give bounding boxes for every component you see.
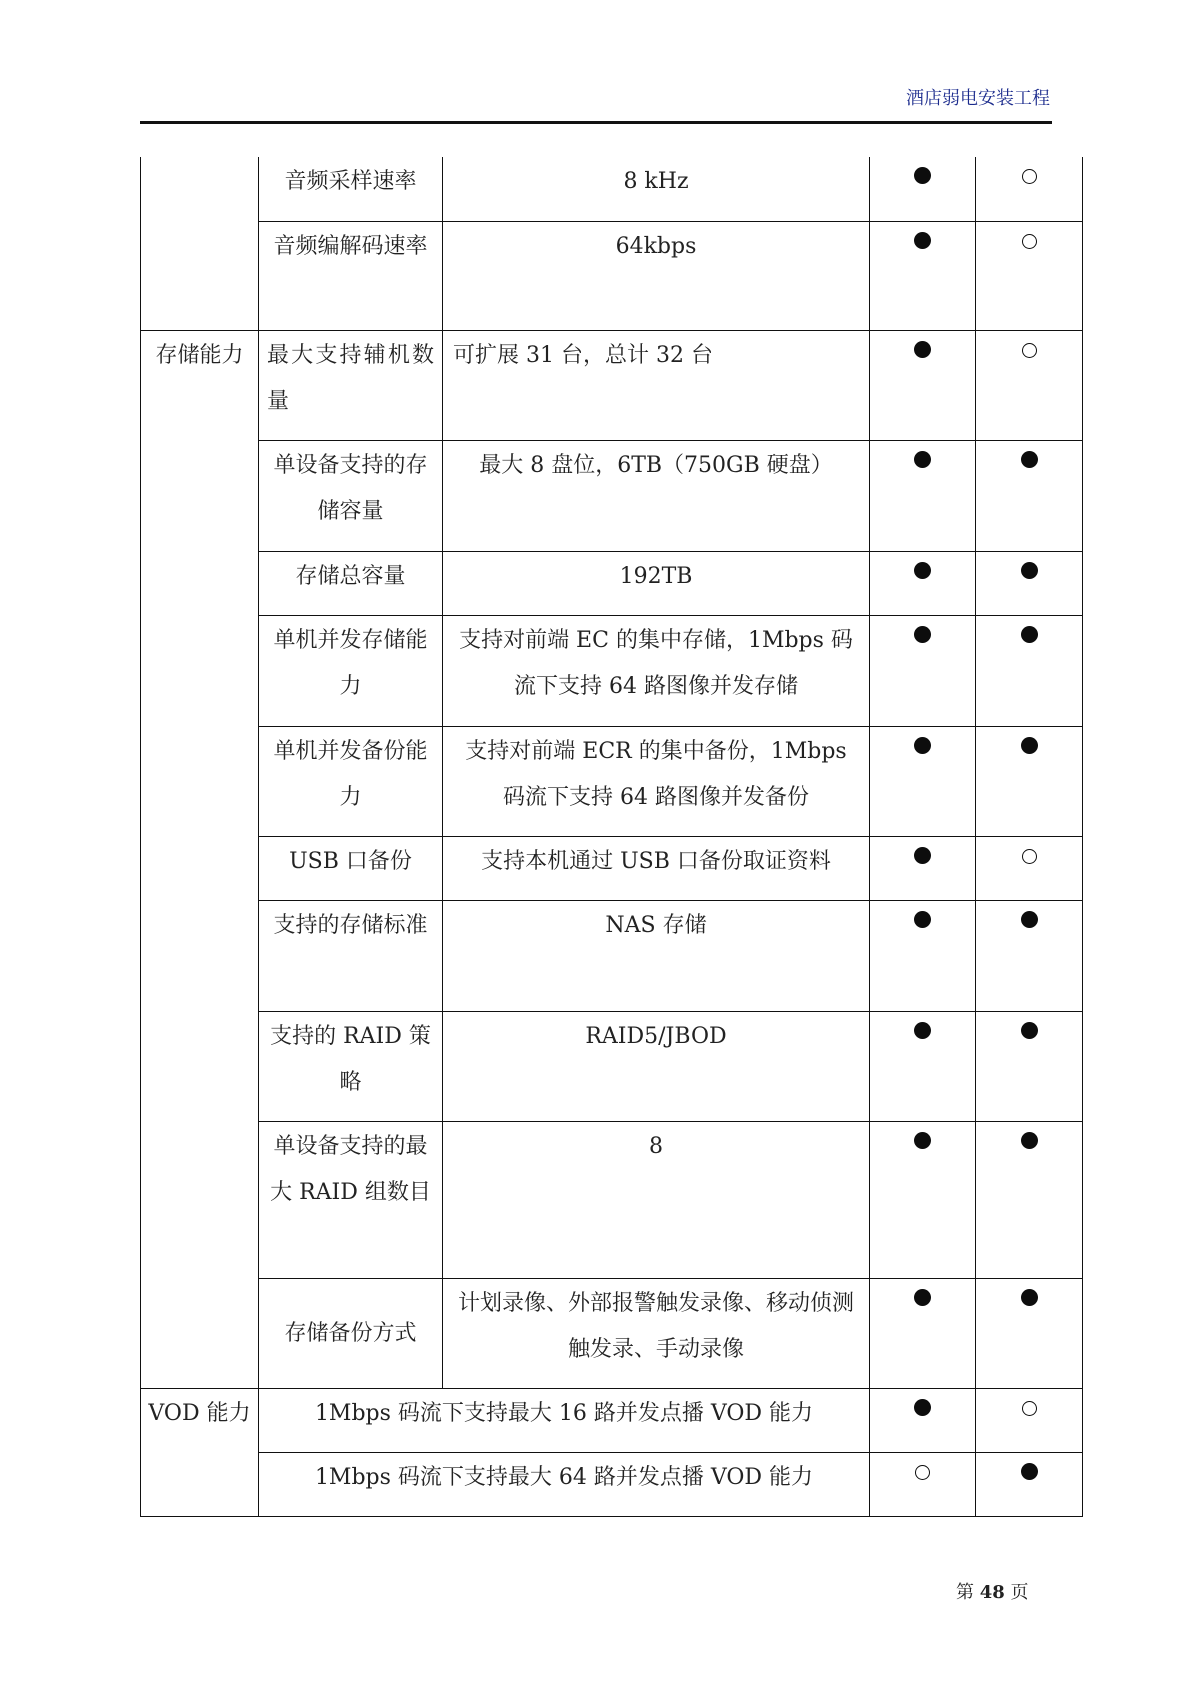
- table-row: [141, 221, 1083, 330]
- filled-dot-icon: [914, 1132, 931, 1149]
- filled-dot-icon: [1021, 1289, 1038, 1306]
- page-suffix: 页: [1010, 1582, 1029, 1603]
- support-mark-col1: [870, 1121, 976, 1278]
- support-mark-col2: [976, 615, 1083, 726]
- table-row: [141, 1278, 1083, 1388]
- support-mark-col1: [870, 221, 976, 330]
- row-label: 单设备支持的存储容量: [259, 440, 443, 551]
- table-row: [141, 330, 1083, 440]
- table-row: [141, 1388, 1083, 1452]
- row-label: 单机并发存储能力: [259, 615, 443, 726]
- support-mark-col2: [976, 221, 1083, 330]
- table-row: [141, 157, 1083, 221]
- support-mark-col2: [976, 1278, 1083, 1388]
- hollow-circle-icon: [1022, 169, 1037, 184]
- support-mark-col2: [976, 1121, 1083, 1278]
- row-label: 存储总容量: [259, 551, 443, 615]
- row-label: 支持的存储标准: [259, 900, 443, 1011]
- row-value: 8 kHz: [443, 157, 870, 221]
- filled-dot-icon: [1021, 911, 1038, 928]
- filled-dot-icon: [1021, 451, 1038, 468]
- row-value: 支持对前端 EC 的集中存储，1Mbps 码流下支持 64 路图像并发存储: [443, 615, 870, 726]
- filled-dot-icon: [1021, 562, 1038, 579]
- filled-dot-icon: [914, 232, 931, 249]
- table-row: [141, 551, 1083, 615]
- row-value: NAS 存储: [443, 900, 870, 1011]
- row-label: 音频编解码速率: [259, 221, 443, 330]
- hollow-circle-icon: [1022, 343, 1037, 358]
- row-value: 192TB: [443, 551, 870, 615]
- spec-table: [140, 157, 1083, 1517]
- support-mark-col1: [870, 1388, 976, 1452]
- row-label: 存储备份方式: [259, 1278, 443, 1388]
- row-label: 单设备支持的最大 RAID 组数目: [259, 1121, 443, 1278]
- filled-dot-icon: [914, 911, 931, 928]
- support-mark-col2: [976, 1452, 1083, 1516]
- page-number-value: 48: [979, 1582, 1005, 1603]
- support-mark-col1: [870, 330, 976, 440]
- row-value: 1Mbps 码流下支持最大 64 路并发点播 VOD 能力: [259, 1452, 870, 1516]
- filled-dot-icon: [914, 626, 931, 643]
- category-cell: 存储能力: [141, 330, 259, 1388]
- row-label: 支持的 RAID 策略: [259, 1011, 443, 1121]
- support-mark-col2: [976, 1388, 1083, 1452]
- filled-dot-icon: [914, 737, 931, 754]
- category-cell-empty: [141, 157, 259, 330]
- table-row: [141, 1121, 1083, 1278]
- row-label: 音频采样速率: [259, 157, 443, 221]
- support-mark-col1: [870, 615, 976, 726]
- table-row: [141, 615, 1083, 726]
- row-value: 支持对前端 ECR 的集中备份，1Mbps 码流下支持 64 路图像并发备份: [443, 726, 870, 836]
- support-mark-col1: [870, 1452, 976, 1516]
- filled-dot-icon: [914, 167, 931, 184]
- row-value: 64kbps: [443, 221, 870, 330]
- hollow-circle-icon: [915, 1465, 930, 1480]
- filled-dot-icon: [914, 1022, 931, 1039]
- row-value: 计划录像、外部报警触发录像、移动侦测触发录、手动录像: [443, 1278, 870, 1388]
- hollow-circle-icon: [1022, 849, 1037, 864]
- support-mark-col2: [976, 726, 1083, 836]
- filled-dot-icon: [914, 847, 931, 864]
- support-mark-col2: [976, 157, 1083, 221]
- row-value: 支持本机通过 USB 口备份取证资料: [443, 836, 870, 900]
- row-value: RAID5/JBOD: [443, 1011, 870, 1121]
- table-row: [141, 900, 1083, 1011]
- category-cell: VOD 能力: [141, 1388, 259, 1516]
- filled-dot-icon: [914, 341, 931, 358]
- row-value: 1Mbps 码流下支持最大 16 路并发点播 VOD 能力: [259, 1388, 870, 1452]
- page-prefix: 第: [956, 1582, 974, 1603]
- table-row: [141, 836, 1083, 900]
- filled-dot-icon: [1021, 626, 1038, 643]
- hollow-circle-icon: [1022, 234, 1037, 249]
- support-mark-col1: [870, 726, 976, 836]
- filled-dot-icon: [1021, 1463, 1038, 1480]
- support-mark-col1: [870, 157, 976, 221]
- row-value: 最大 8 盘位，6TB（750GB 硬盘）: [443, 440, 870, 551]
- row-value: 可扩展 31 台，总计 32 台: [443, 330, 870, 440]
- filled-dot-icon: [914, 562, 931, 579]
- hollow-circle-icon: [1022, 1401, 1037, 1416]
- filled-dot-icon: [1021, 1132, 1038, 1149]
- row-label: 单机并发备份能力: [259, 726, 443, 836]
- table-row: [141, 1011, 1083, 1121]
- support-mark-col2: [976, 900, 1083, 1011]
- document-header-title: 酒店弱电安装工程: [906, 88, 1050, 109]
- table-row: [141, 1452, 1083, 1516]
- filled-dot-icon: [914, 1289, 931, 1306]
- support-mark-col1: [870, 900, 976, 1011]
- support-mark-col1: [870, 1011, 976, 1121]
- header-divider: [140, 121, 1052, 124]
- support-mark-col2: [976, 330, 1083, 440]
- support-mark-col1: [870, 1278, 976, 1388]
- table-row: [141, 726, 1083, 836]
- support-mark-col1: [870, 440, 976, 551]
- filled-dot-icon: [1021, 737, 1038, 754]
- row-label: 最大支持辅机数量: [259, 330, 443, 440]
- page-number: [956, 1578, 1029, 1604]
- filled-dot-icon: [1021, 1022, 1038, 1039]
- row-label: USB 口备份: [259, 836, 443, 900]
- filled-dot-icon: [914, 451, 931, 468]
- support-mark-col2: [976, 551, 1083, 615]
- support-mark-col2: [976, 440, 1083, 551]
- table-row: [141, 440, 1083, 551]
- filled-dot-icon: [914, 1399, 931, 1416]
- support-mark-col2: [976, 836, 1083, 900]
- support-mark-col2: [976, 1011, 1083, 1121]
- support-mark-col1: [870, 836, 976, 900]
- support-mark-col1: [870, 551, 976, 615]
- row-value: 8: [443, 1121, 870, 1278]
